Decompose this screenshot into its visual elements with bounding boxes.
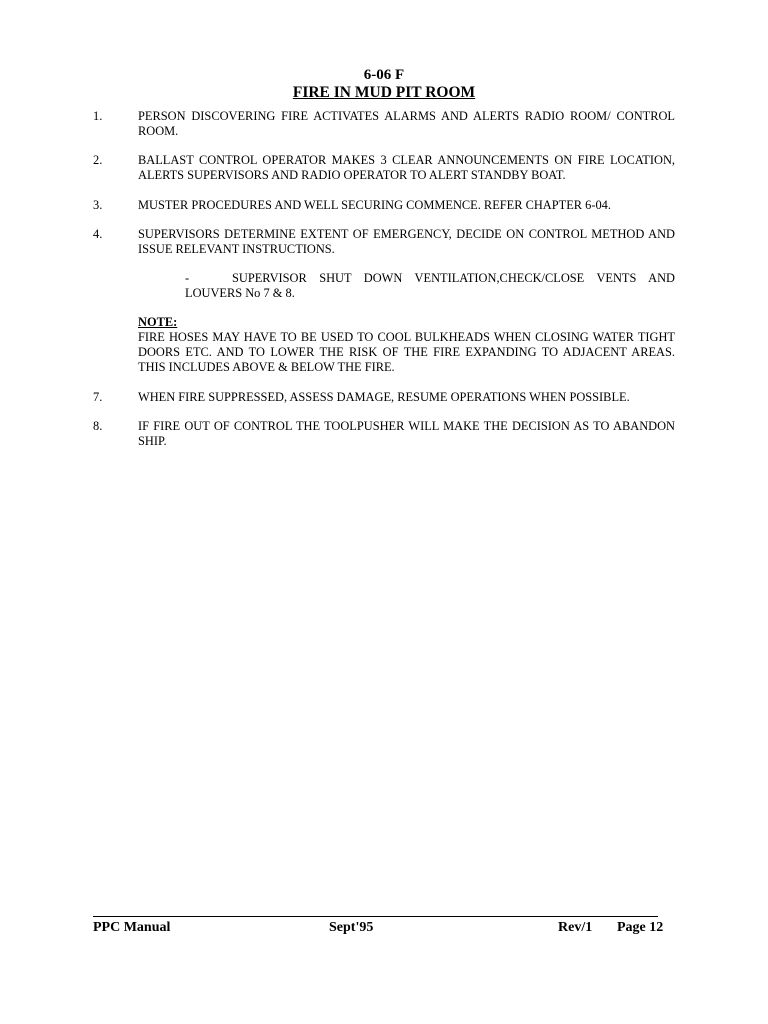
item-number: 8.	[93, 419, 103, 433]
item-number: 1.	[93, 109, 103, 123]
note-heading: NOTE:	[138, 315, 178, 329]
list-item	[93, 198, 675, 213]
footer-divider	[93, 916, 658, 917]
sub-item-bullet: -	[185, 271, 190, 285]
item-number: 3.	[93, 198, 103, 212]
note-text: FIRE HOSES MAY HAVE TO BE USED TO COOL BULKHEADS WHEN CLOSING WATER TIGHT DOORS ETC. AND TO LOWER THE RISK OF THE FIRE EXPANDING TO ADJACENT AREAS. THIS INCLUDES ABOVE & BELOW THE FIRE.	[138, 330, 675, 374]
note-block	[138, 315, 675, 375]
list-item	[93, 153, 675, 183]
footer-page-number: Page 12	[617, 920, 664, 935]
sub-item-text: SUPERVISOR SHUT DOWN VENTILATION,CHECK/CLOSE VENTS AND LOUVERS No 7 & 8.	[185, 271, 675, 300]
list-item	[93, 419, 675, 449]
item-text: IF FIRE OUT OF CONTROL THE TOOLPUSHER WILL MAKE THE DECISION AS TO ABANDON SHIP.	[138, 419, 675, 448]
item-number: 4.	[93, 227, 103, 241]
list-item	[93, 390, 675, 405]
footer-manual: PPC Manual	[93, 920, 171, 935]
item-text: SUPERVISORS DETERMINE EXTENT OF EMERGENCY, DECIDE ON CONTROL METHOD AND ISSUE RELEVANT INSTRUCTIONS.	[138, 227, 675, 256]
procedure-list	[93, 109, 675, 449]
list-item	[93, 227, 675, 257]
list-item	[93, 109, 675, 139]
item-text: MUSTER PROCEDURES AND WELL SECURING COMMENCE. REFER CHAPTER 6-04.	[138, 198, 611, 212]
item-text: WHEN FIRE SUPPRESSED, ASSESS DAMAGE, RESUME OPERATIONS WHEN POSSIBLE.	[138, 390, 630, 404]
footer-revision: Rev/1	[558, 920, 593, 935]
footer-date: Sept'95	[329, 920, 374, 935]
sub-item	[185, 271, 675, 301]
item-text: BALLAST CONTROL OPERATOR MAKES 3 CLEAR ANNOUNCEMENTS ON FIRE LOCATION, ALERTS SUPERVISORS AND RADIO OPERATOR TO ALERT STANDBY BOAT.	[138, 153, 675, 182]
item-text: PERSON DISCOVERING FIRE ACTIVATES ALARMS AND ALERTS RADIO ROOM/ CONTROL ROOM.	[138, 109, 675, 138]
item-number: 2.	[93, 153, 103, 167]
item-number: 7.	[93, 390, 103, 404]
page-title: FIRE IN MUD PIT ROOM	[292, 84, 476, 101]
section-code: 6-06 F	[363, 67, 405, 83]
